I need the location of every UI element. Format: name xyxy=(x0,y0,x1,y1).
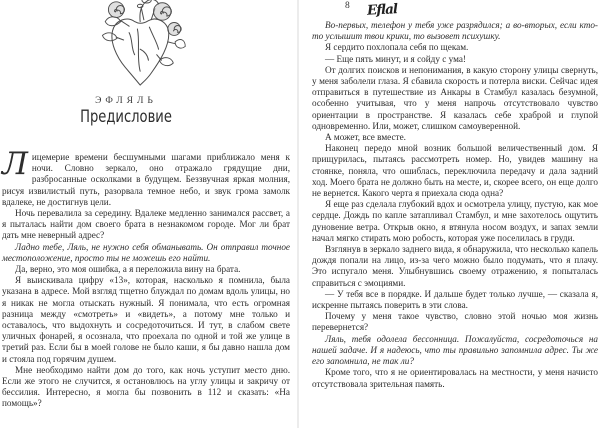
paragraph: Взглянув в зеркало заднего вида, я обнаружила, что несколько капель дождя попали на лицо, из-за чего можно было подумать, что я плачу. Это испугало меня. Улыбнувшись своему отражению, я попыталась справиться с эмоциями. xyxy=(312,244,598,288)
paragraph: — У тебя все в порядке. И дальше будет только лучше, — сказала я, искренне пытаясь поверить в эти слова. xyxy=(312,288,598,311)
heart-flowers-line-art-svg xyxy=(94,0,190,86)
section-title: Предисловие xyxy=(80,106,172,127)
anatomical-heart-illustration xyxy=(94,0,190,86)
paragraph: Лицемерие времени бесшумными шагами приближало меня к ночи. Словно зеркало, оно отражало грядущие дни, разбросанные осколками в будущем. Беззвучная яркая молния, рисуя извилистый путь, разорвала темное небо, и звук грома замолк вдалеке, не достигнув цели. xyxy=(2,146,290,207)
drop-cap-letter: Л xyxy=(2,146,28,182)
paragraph: Кроме того, что я не ориентировалась на местности, у меня начисто отсутствовала зрительная память. xyxy=(312,367,598,389)
paragraph: Почему у меня такое чувство, словно этой ночью моя жизнь перевернется? xyxy=(312,311,598,333)
paragraph: Я сердито похлопала себя по щекам. xyxy=(325,42,469,53)
left-page-body xyxy=(2,146,290,410)
paragraph: Ночь перевалила за середину. Вдалеке медленно занимался рассвет, а я пыталась найти дом своего брата в незнакомом городе. Мог ли брат дать мне неверный адрес? xyxy=(2,208,290,241)
page-right xyxy=(300,0,600,428)
paragraph: — Еще пять минут, и я сойду с ума! xyxy=(325,53,466,64)
paragraph: Ляль, тебя одолела бессонница. Пожалуйста, сосредоточься на нашей задаче. И я надеюсь, что ты правильно запомнила адрес. Ты же его запомнила, не так ли? xyxy=(312,333,598,367)
paragraph: А может, все вместе. xyxy=(325,132,406,143)
paragraph: От долгих поисков и непонимания, в какую сторону улицы свернуть, у меня заболели глаза. Я сбавила скорость и потерла виски. Сейчас идея отправиться в путешествие из Анкары в Стамбул казалась безумной, особенно учитывая, что у меня напрочь отсутствовало чувство ориентации в пространстве. Я казалась себе храброй и глупой одновременно. Или, может, слишком самоуверенной. xyxy=(312,64,598,131)
chapter-title: ЭФЛЯЛЬ xyxy=(95,96,157,106)
page-number: 8 xyxy=(345,1,350,11)
running-head-book-title: Eflal xyxy=(366,1,398,19)
page-left xyxy=(0,0,297,428)
paragraph: Мне необходимо найти дом до того, как ночь уступит место дню. Если же этого не случится, я остановлюсь на углу улицы и закричу от бессилия. Интересно, я могла бы позвонить в 112 и сказать: «На помощь»? xyxy=(2,364,290,409)
paragraph: Во-первых, телефон у тебя уже разрядился; а во-вторых, если кто-то услышит твои крики, то вызовет психушку. xyxy=(312,20,598,42)
paragraph: Я выискивала цифру «13», которая, насколько я помнила, была указана в адресе. Мой взгляд тщетно блуждал по домам вдоль улицы, но я никак не могла отыскать нужный. Я понимала, что есть огромная разница между «смотреть» и «видеть», а потому мне только и оставалось, что выдохнуть и сосредоточиться. И тут, в слабом свете уличных фонарей, я осознала, что проехала по одной и той же улице в третий раз. Если бы в моей голове не было каши, я бы давно нашла дом и стояла под горячим душем. xyxy=(2,275,290,364)
paragraph: Да, верно, это моя ошибка, а я переложила вину на брата. xyxy=(15,264,241,275)
paragraph: Я еще раз сделала глубокий вдох и осмотрела улицу, пустую, как мое сердце. Дождь по капле затапливал Стамбул, и мне захотелось ощутить дуновение ветра. Открыв окно, я втянула носом воздух, и запах земли начал мягко стирать мою робость, которая уже поселилась в груди. xyxy=(312,199,598,243)
page-gutter-divider xyxy=(297,0,299,428)
right-page-body xyxy=(312,20,598,390)
running-head xyxy=(345,1,397,19)
paragraph: Ладно тебе, Ляль, не нужно себя обманывать. Он отправил точное местоположение, просто ты не можешь его найти. xyxy=(2,241,290,263)
paragraph: Наконец передо мной возник большой величественный дом. Я прищурилась, пытаясь рассмотреть номер. Но, увидев машину на стоянке, поняла, что ошиблась, переключила передачу и дала задний ход. Моего брата не должно быть на месте, и, скорее всего, он еще долго не вернется. Какого черта я приехала сюда одна? xyxy=(312,143,598,199)
